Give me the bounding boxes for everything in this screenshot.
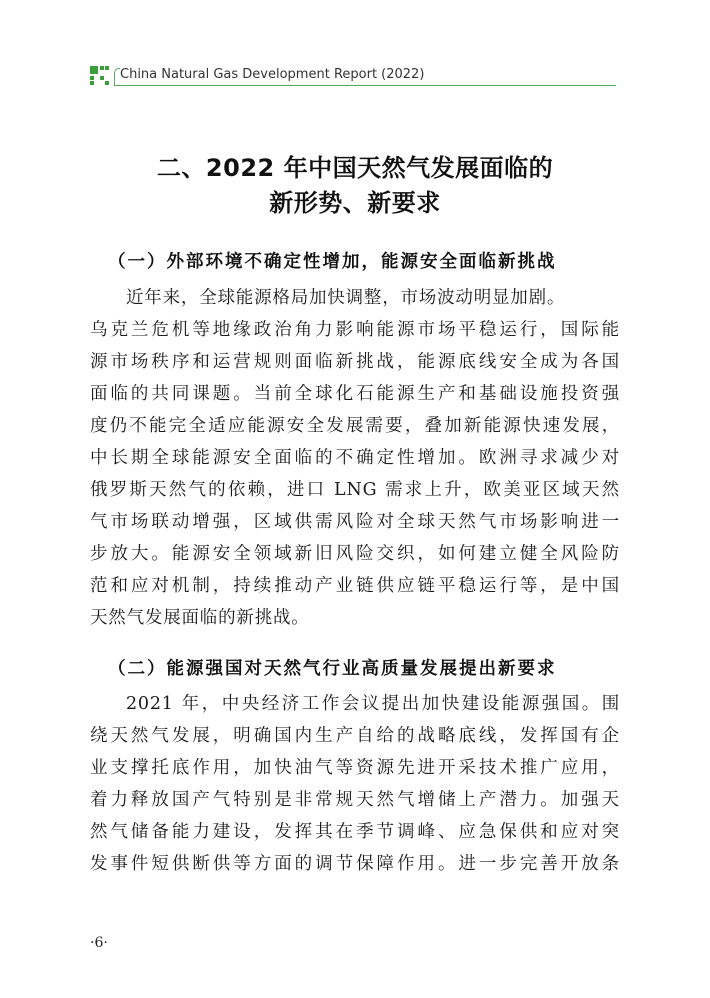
header-rule xyxy=(114,85,616,86)
paragraph-line: 中长期全球能源安全面临的不确定性增加。欧洲寻求减少对 xyxy=(90,448,620,468)
paragraph-line: 度仍不能完全适应能源安全发展需要，叠加新能源快速发展， xyxy=(90,416,620,436)
running-header xyxy=(90,66,616,88)
chapter-title-line-2: 新形势、新要求 xyxy=(269,189,441,217)
paragraph-line: 绕天然气发展，明确国内生产自给的战略底线，发挥国有企 xyxy=(90,726,620,746)
page-number: ·6· xyxy=(90,935,108,951)
paragraph-line: 气市场联动增强，区域供需风险对全球天然气市场影响进一 xyxy=(90,512,620,532)
paragraph-line: 乌克兰危机等地缘政治角力影响能源市场平稳运行，国际能 xyxy=(90,320,620,340)
paragraph-line: 2021 年，中央经济工作会议提出加快建设能源强国。围 xyxy=(126,694,620,714)
section-2-heading: （二）能源强国对天然气行业高质量发展提出新要求 xyxy=(108,659,557,679)
green-pixel-logo-icon xyxy=(90,66,110,86)
report-title: China Natural Gas Development Report (2022) xyxy=(120,67,425,82)
section-2-paragraph xyxy=(90,688,620,880)
paragraph-line: 面临的共同课题。当前全球化石能源生产和基础设施投资强 xyxy=(90,384,620,404)
paragraph-line: 业支撑托底作用，加快油气等资源先进开采技术推广应用， xyxy=(90,758,620,778)
paragraph-line: 着力释放国产气特别是非常规天然气增储上产潜力。加强天 xyxy=(90,790,620,810)
section-1-heading: （一）外部环境不确定性增加，能源安全面临新挑战 xyxy=(108,252,557,272)
paragraph-line: 天然气发展面临的新挑战。 xyxy=(90,608,310,628)
paragraph-line: 范和应对机制，持续推动产业链供应链平稳运行等，是中国 xyxy=(90,576,620,596)
paragraph-line: 近年来，全球能源格局加快调整，市场波动明显加剧。 xyxy=(126,288,566,308)
paragraph-line: 发事件短供断供等方面的调节保障作用。进一步完善开放条 xyxy=(90,854,620,874)
paragraph-line: 步放大。能源安全领域新旧风险交织，如何建立健全风险防 xyxy=(90,544,620,564)
paragraph-line: 源市场秩序和运营规则面临新挑战，能源底线安全成为各国 xyxy=(90,352,620,372)
section-1-paragraph xyxy=(90,282,620,634)
chapter-title-line-1: 二、2022 年中国天然气发展面临的 xyxy=(156,154,554,182)
paragraph-line: 然气储备能力建设，发挥其在季节调峰、应急保供和应对突 xyxy=(90,822,620,842)
paragraph-line: 俄罗斯天然气的依赖，进口 LNG 需求上升，欧美亚区域天然 xyxy=(90,480,620,500)
